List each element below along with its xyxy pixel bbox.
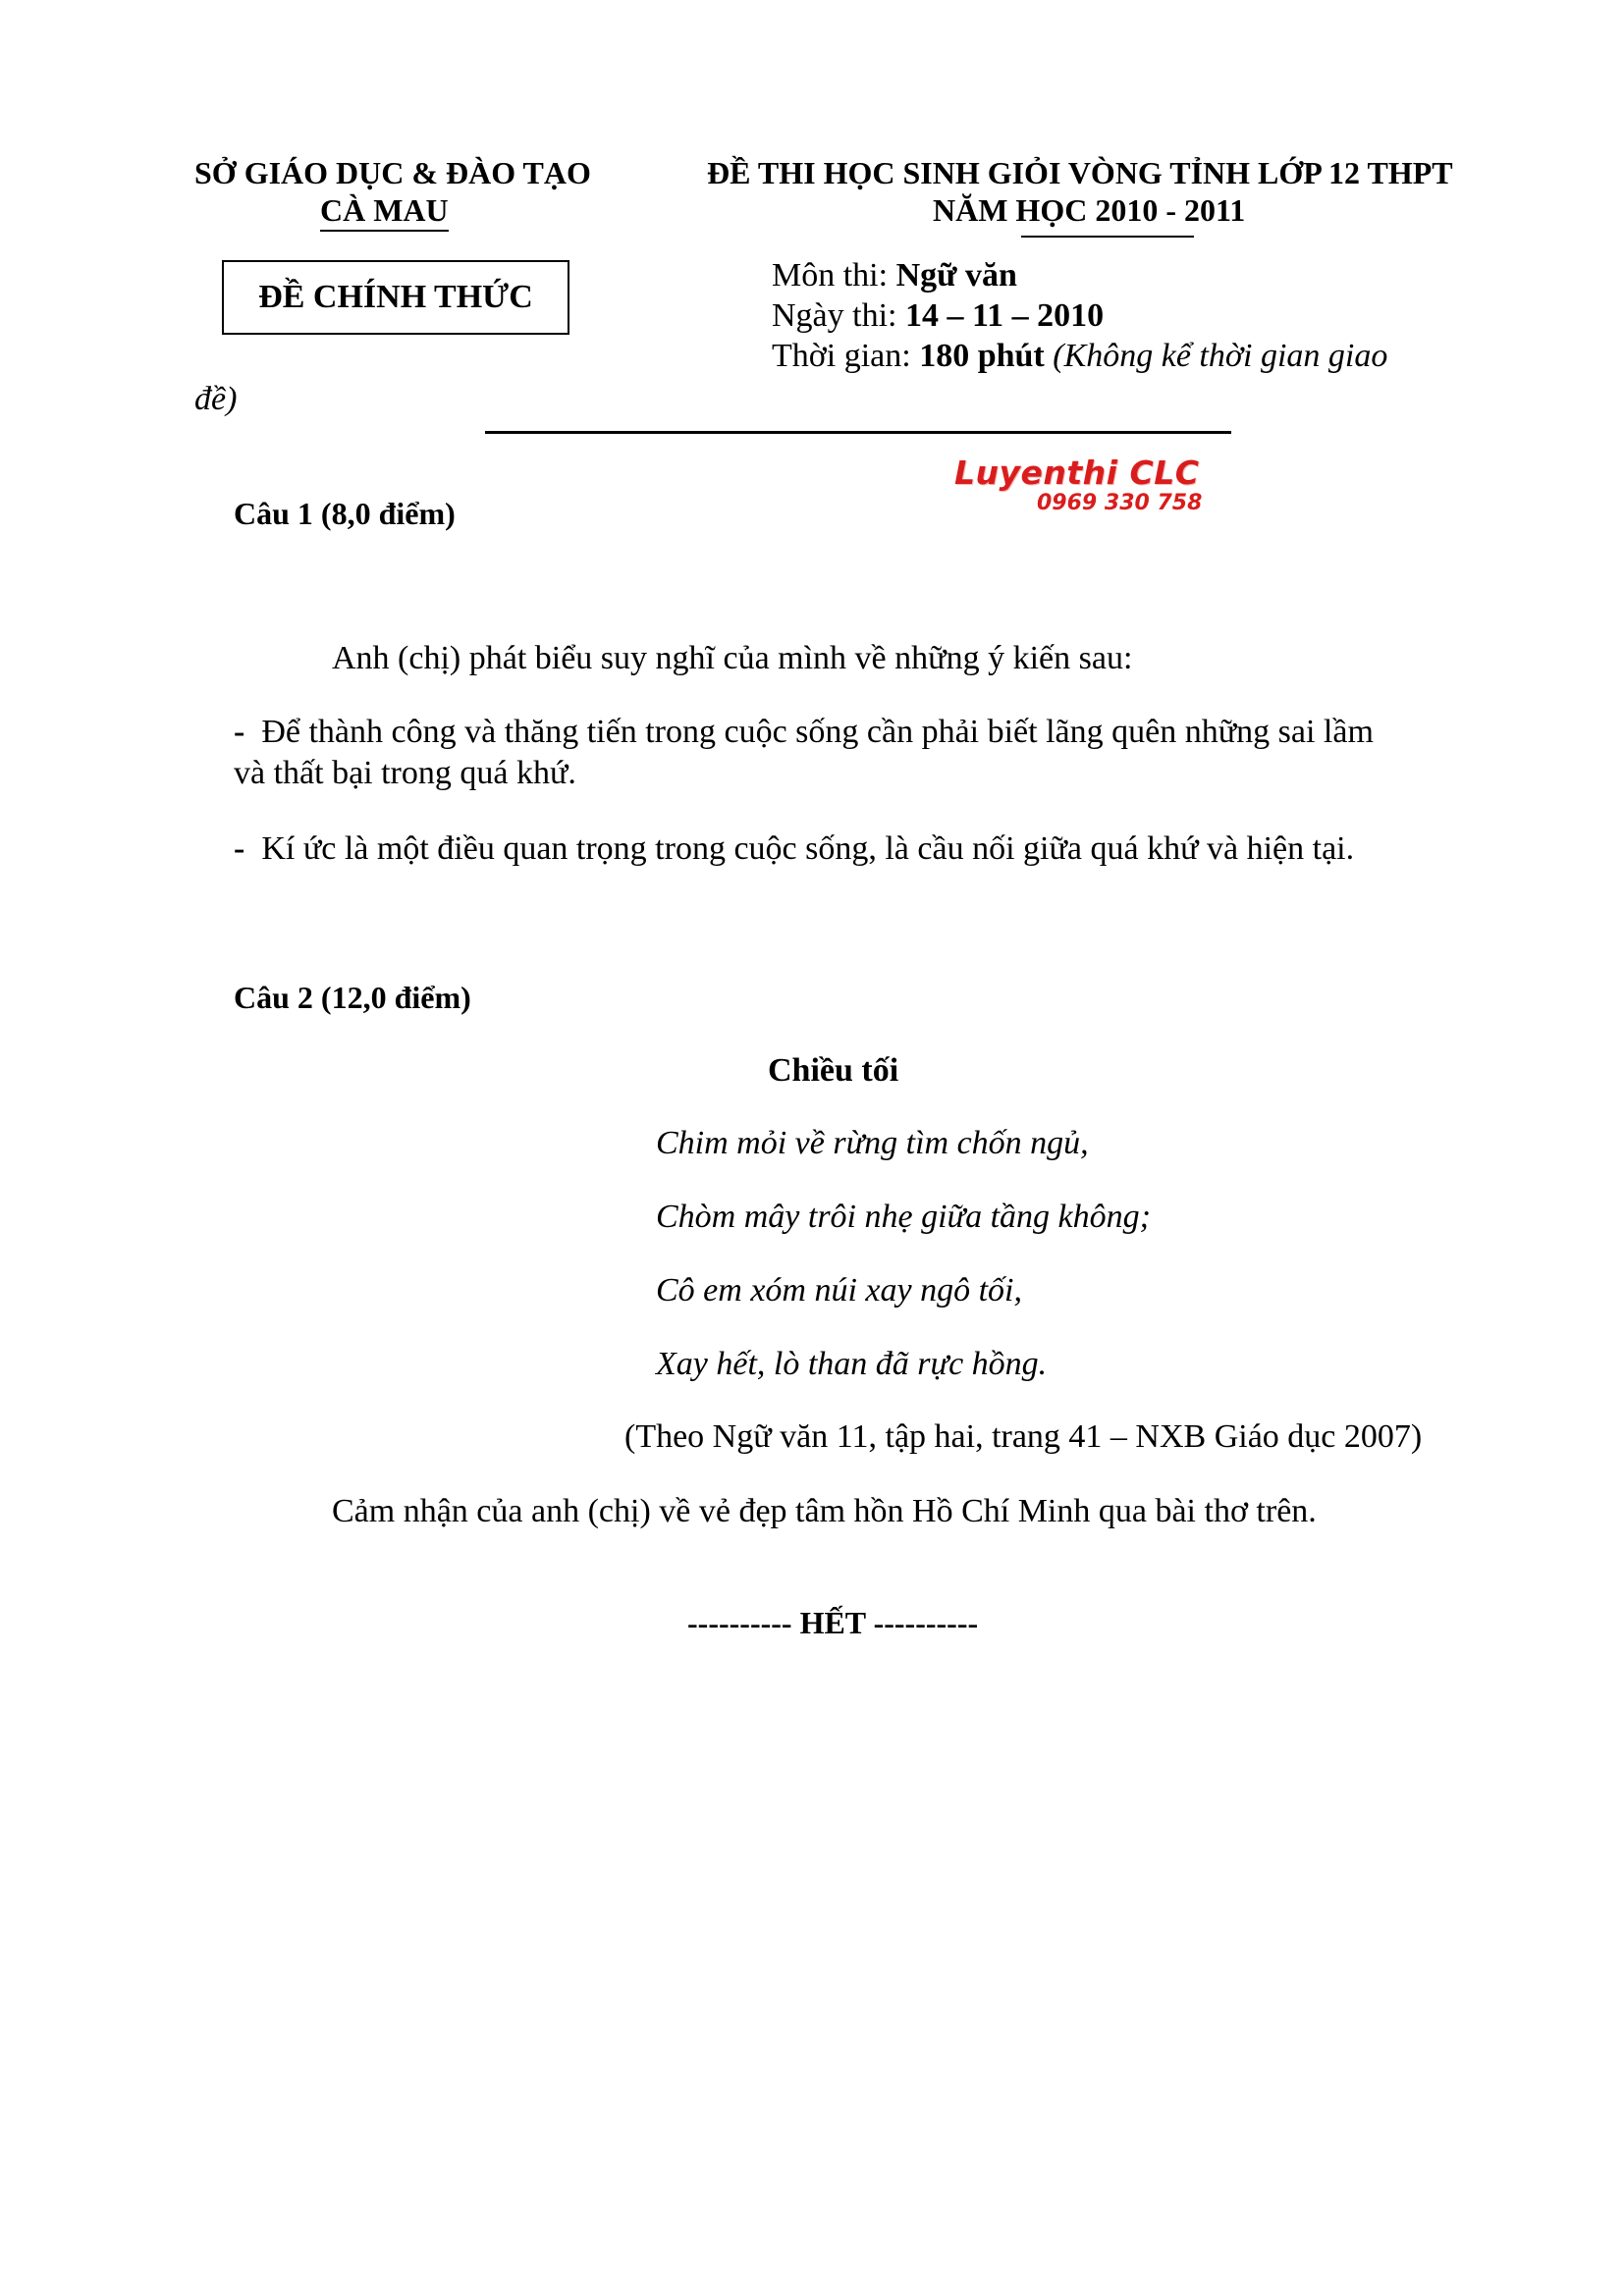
time-note-continuation: đề) (194, 381, 238, 417)
bullet-marker: - (234, 830, 245, 867)
poem-title: Chiều tối (768, 1052, 899, 1089)
watermark-phone: 0969 330 758 (1037, 491, 1203, 515)
official-exam-box (222, 260, 569, 335)
bullet-marker: - (234, 714, 245, 750)
question-1-bullet-1 (234, 714, 1374, 751)
time-value: 180 phút (919, 338, 1045, 374)
official-exam-label: ĐỀ CHÍNH THỨC (258, 279, 533, 315)
time-note: (Không kể thời gian giao (1044, 338, 1388, 374)
bullet-2-text: Kí ức là một điều quan trọng trong cuộc sống, là cầu nối giữa quá khứ và hiện tại. (244, 830, 1355, 867)
bullet-1-text-line-2: và thất bại trong quá khứ. (234, 755, 576, 791)
question-2-task: Cảm nhận của anh (chị) về vẻ đẹp tâm hồn Hồ Chí Minh qua bài thơ trên. (332, 1493, 1317, 1529)
subject-value: Ngữ văn (895, 257, 1017, 294)
header-divider (485, 431, 1231, 434)
poem-line: Chim mỏi về rừng tìm chốn ngủ, (656, 1125, 1089, 1161)
watermark-name: Luyenthi CLC (954, 454, 1200, 492)
question-1-intro: Anh (chị) phát biểu suy nghĩ của mình về những ý kiến sau: (332, 640, 1133, 676)
department-name: SỞ GIÁO DỤC & ĐÀO TẠO (194, 155, 591, 190)
poem-line: Cô em xóm núi xay ngô tối, (656, 1272, 1022, 1308)
poem-line: Chòm mây trôi nhẹ giữa tầng không; (656, 1199, 1151, 1235)
school-year: NĂM HỌC 2010 - 2011 (933, 192, 1246, 228)
exam-title: ĐỀ THI HỌC SINH GIỎI VÒNG TỈNH LỚP 12 THPT (707, 155, 1453, 190)
time-label: Thời gian: (772, 338, 920, 374)
poem-source: (Theo Ngữ văn 11, tập hai, trang 41 – NXB Giáo dục 2007) (624, 1418, 1423, 1455)
date-label: Ngày thi: (772, 297, 905, 334)
date-value: 14 – 11 – 2010 (904, 297, 1105, 334)
end-marker: ---------- HẾT ---------- (687, 1605, 979, 1640)
exam-duration (772, 338, 1387, 375)
exam-date (772, 297, 1104, 335)
poem-line: Xay hết, lò than đã rực hồng. (656, 1346, 1048, 1382)
bullet-1-text-line-1: Để thành công và thăng tiến trong cuộc sống cần phải biết lãng quên những sai lầm (244, 714, 1374, 750)
province-name: CÀ MAU (320, 192, 449, 232)
question-1-heading: Câu 1 (8,0 điểm) (234, 496, 456, 531)
question-1-bullet-2 (234, 830, 1354, 868)
school-year-underline (1021, 236, 1194, 238)
question-2-heading: Câu 2 (12,0 điểm) (234, 980, 471, 1015)
subject-label: Môn thi: (772, 257, 896, 294)
exam-subject (772, 257, 1017, 294)
watermark-logo (952, 454, 1267, 522)
